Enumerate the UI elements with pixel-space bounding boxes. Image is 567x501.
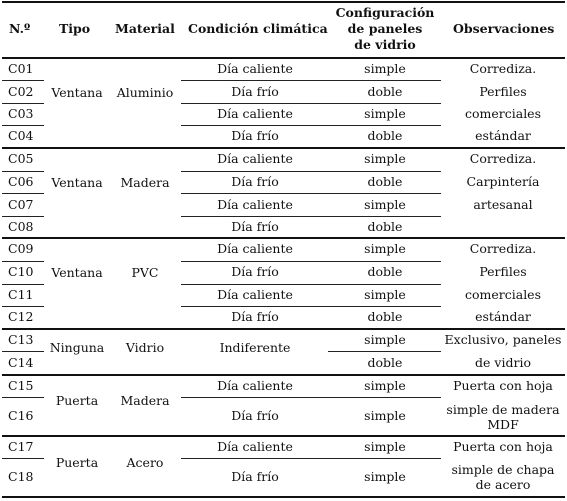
material-cell: Madera [120, 175, 170, 190]
condicion-cell: Día caliente [217, 106, 293, 121]
header-material: Material [115, 21, 175, 36]
config-cell: doble [367, 264, 403, 279]
material-cell: Vidrio [125, 340, 165, 355]
condicion-cell: Día caliente [217, 61, 293, 76]
condicion-cell: Indiferente [219, 340, 291, 355]
config-cell: doble [367, 174, 403, 189]
config-cell: doble [367, 128, 403, 143]
condicion-cell: Día frío [231, 84, 279, 99]
row-id: C04 [8, 128, 34, 143]
config-cell: simple [364, 241, 406, 256]
row-rule [2, 103, 44, 104]
row-id: C14 [8, 355, 34, 370]
observacion-text: simple de chapa [451, 462, 555, 477]
row-rule [181, 261, 441, 262]
row-id: C06 [8, 174, 34, 189]
row-rule [181, 171, 441, 172]
row-rule [2, 80, 44, 81]
row-id: C16 [8, 408, 34, 423]
condicion-cell: Día caliente [217, 151, 293, 166]
condicion-cell: Día caliente [217, 287, 293, 302]
header-configuracion-line-2: de paneles [347, 21, 423, 36]
config-cell: simple [364, 332, 406, 347]
group-rule [2, 435, 565, 437]
config-cell: simple [364, 197, 406, 212]
observacion-text: comerciales [464, 287, 541, 302]
observacion-text: Puerta con hoja [453, 439, 553, 454]
row-id: C12 [8, 309, 34, 324]
row-rule [2, 171, 44, 172]
row-id: C03 [8, 106, 34, 121]
condicion-cell: Día caliente [217, 197, 293, 212]
group-rule [2, 328, 565, 330]
condicion-cell: Día frío [231, 264, 279, 279]
observacion-text: Exclusivo, paneles [444, 332, 562, 347]
row-id: C07 [8, 197, 34, 212]
observacion-text: MDF [487, 417, 519, 432]
row-id: C08 [8, 219, 34, 234]
header-n: N.º [9, 21, 31, 36]
config-cell: simple [364, 469, 406, 484]
condicion-cell: Día frío [231, 128, 279, 143]
row-rule [2, 261, 44, 262]
observacion-text: Corrediza. [469, 151, 537, 166]
row-rule [181, 80, 441, 81]
row-rule [2, 306, 44, 307]
config-cell: simple [364, 61, 406, 76]
row-id: C10 [8, 264, 34, 279]
condicion-cell: Día caliente [217, 241, 293, 256]
header-tipo: Tipo [59, 21, 91, 36]
header-configuracion-line-3: de vidrio [354, 37, 416, 52]
material-cell: PVC [131, 265, 159, 280]
condicion-cell: Día frío [231, 309, 279, 324]
config-cell: doble [367, 355, 403, 370]
table-bottom-rule [2, 496, 565, 498]
row-id: C01 [8, 61, 34, 76]
observacion-text: Carpintería [466, 174, 540, 189]
condicion-cell: Día frío [231, 174, 279, 189]
material-cell: Aluminio [116, 85, 174, 100]
row-rule [181, 306, 441, 307]
row-id: C09 [8, 241, 34, 256]
condicion-cell: Día frío [231, 408, 279, 423]
row-rule [181, 103, 441, 104]
config-cell: simple [364, 378, 406, 393]
condicion-cell: Día frío [231, 469, 279, 484]
config-cell: simple [364, 106, 406, 121]
observacion-text: de acero [475, 477, 531, 492]
row-rule [2, 351, 44, 352]
observacion-text: Perfiles [479, 84, 527, 99]
row-rule [2, 284, 44, 285]
config-cell: doble [367, 84, 403, 99]
observacion-text: Corrediza. [469, 61, 537, 76]
material-cell: Madera [120, 393, 170, 408]
row-id: C02 [8, 84, 34, 99]
config-cell: simple [364, 439, 406, 454]
group-rule [2, 374, 565, 376]
config-cell: doble [367, 219, 403, 234]
row-rule [181, 397, 441, 398]
header-bottom-rule [2, 57, 565, 59]
row-rule [2, 397, 44, 398]
group-rule [2, 147, 565, 149]
group-rule [2, 237, 565, 239]
config-cell: doble [367, 309, 403, 324]
row-rule [2, 458, 44, 459]
observacion-text: de vidrio [475, 355, 531, 370]
condicion-cell: Día caliente [217, 378, 293, 393]
observacion-text: simple de madera [446, 402, 560, 417]
tipo-cell: Ventana [51, 85, 103, 100]
material-cell: Acero [126, 455, 164, 470]
observacion-text: comerciales [464, 106, 541, 121]
observacion-text: Corrediza. [469, 241, 537, 256]
row-id: C13 [8, 332, 34, 347]
tipo-cell: Ninguna [49, 340, 105, 355]
header-configuracion-line-1: Configuración [335, 5, 435, 20]
config-cell: simple [364, 151, 406, 166]
row-rule [2, 216, 44, 217]
header-observaciones: Observaciones [453, 21, 555, 36]
config-cell: simple [364, 287, 406, 302]
row-rule [181, 125, 441, 126]
row-id: C05 [8, 151, 34, 166]
observacion-text: artesanal [473, 197, 533, 212]
observacion-text: Perfiles [479, 264, 527, 279]
config-cell: simple [364, 408, 406, 423]
condicion-cell: Día caliente [217, 439, 293, 454]
row-rule [2, 125, 44, 126]
observacion-text: estándar [475, 309, 531, 324]
row-rule [328, 351, 441, 352]
header-condicion: Condición climática [188, 21, 328, 36]
observacion-text: estándar [475, 128, 531, 143]
tipo-cell: Puerta [55, 455, 99, 470]
row-rule [181, 458, 441, 459]
condicion-cell: Día frío [231, 219, 279, 234]
tipo-cell: Ventana [51, 265, 103, 280]
row-id: C18 [8, 469, 34, 484]
row-rule [181, 216, 441, 217]
tipo-cell: Ventana [51, 175, 103, 190]
row-rule [2, 193, 44, 194]
tipo-cell: Puerta [55, 393, 99, 408]
observacion-text: Puerta con hoja [453, 378, 553, 393]
row-id: C15 [8, 378, 34, 393]
row-rule [181, 193, 441, 194]
row-rule [181, 284, 441, 285]
row-id: C17 [8, 439, 34, 454]
table-top-rule [2, 1, 565, 3]
row-id: C11 [8, 287, 34, 302]
